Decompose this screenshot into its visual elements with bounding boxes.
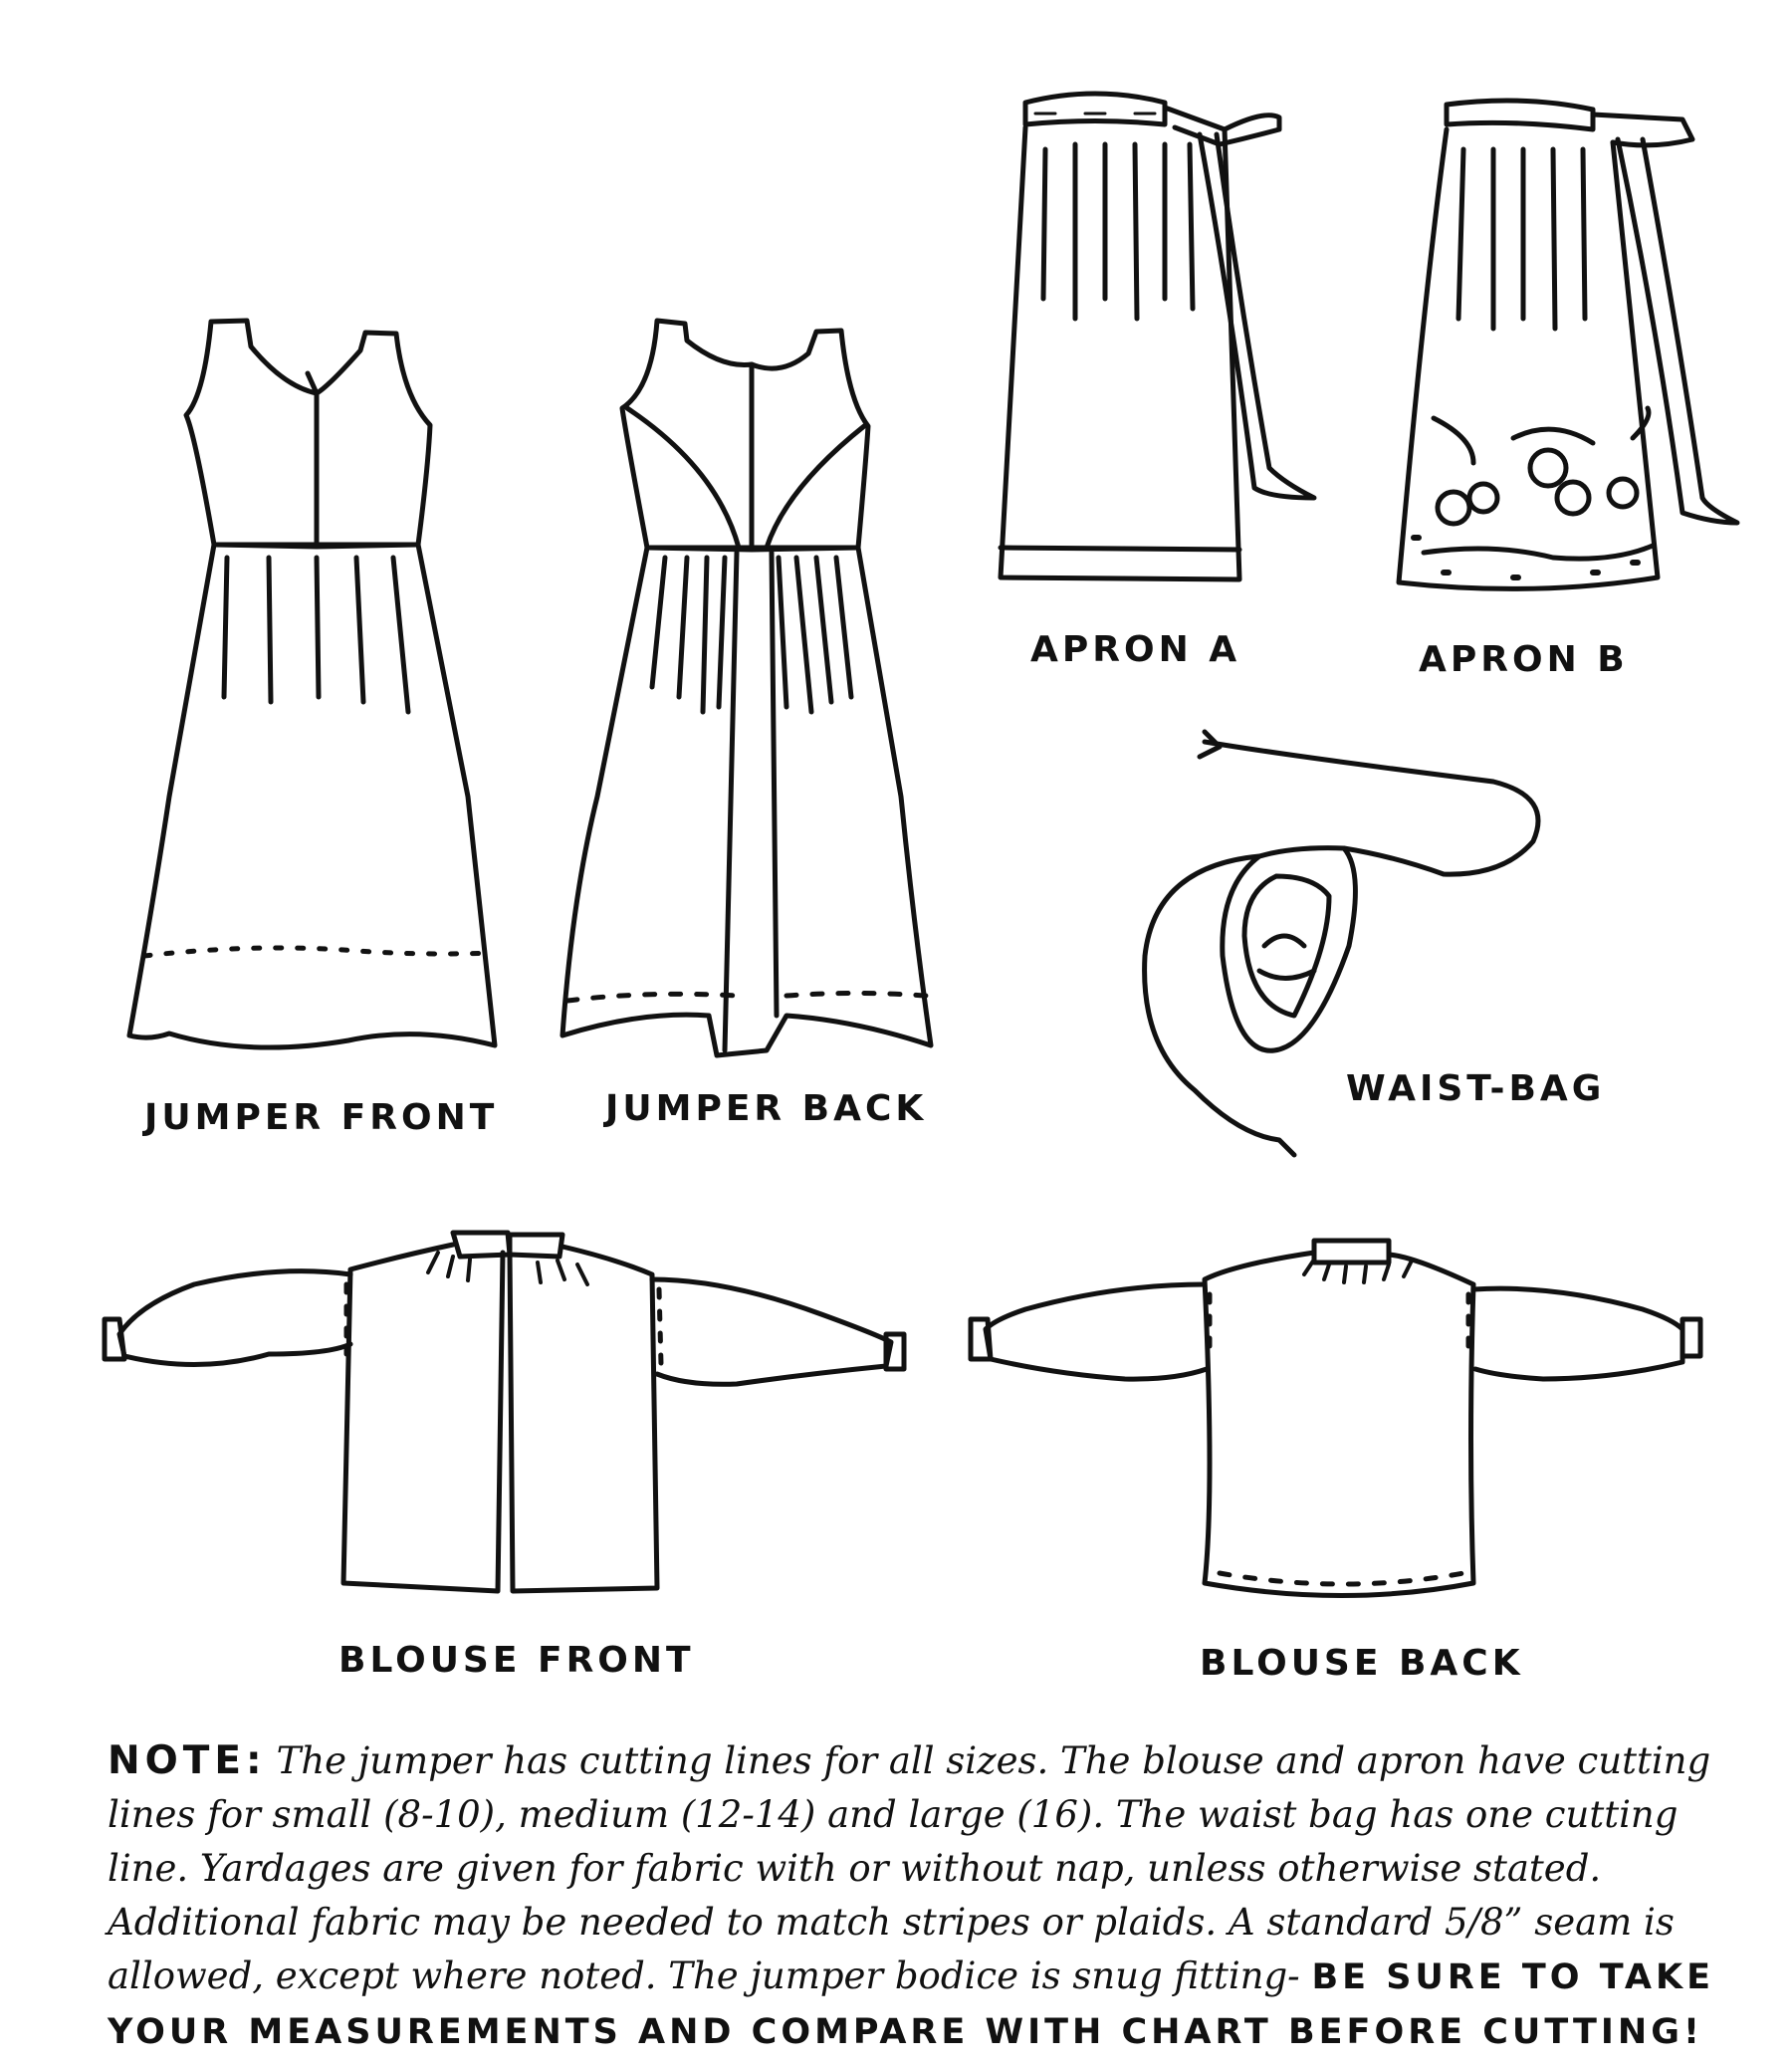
sizing-note [108, 1734, 1720, 2059]
waist-bag-label: WAIST-BAG [1346, 1068, 1606, 1109]
note-emphasis: BE SURE TO TAKE YOUR MEASUREMENTS AND COMPARE WITH CHART BEFORE CUTTING! [108, 1957, 1714, 2052]
note-heading: NOTE: [108, 1738, 267, 1783]
apron-a-label: APRON A [1030, 629, 1241, 670]
apron-b-illustration [1399, 101, 1737, 588]
blouse-back-label: BLOUSE BACK [1200, 1643, 1524, 1684]
blouse-front-label: BLOUSE FRONT [338, 1640, 695, 1681]
jumper-front-label: JUMPER FRONT [144, 1097, 499, 1138]
jumper-front-illustration [129, 321, 495, 1047]
apron-b-label: APRON B [1419, 639, 1629, 680]
jumper-back-label: JUMPER BACK [605, 1088, 928, 1129]
apron-a-illustration [1001, 94, 1314, 579]
blouse-front-illustration [105, 1233, 904, 1591]
jumper-back-illustration [562, 321, 931, 1055]
note-body: The jumper has cutting lines for all sizes. The blouse and apron have cutting lines for small (8-10), medium (12-14) and large (16). The waist bag has one cutting line. Yardages are given for fabric with or without nap, unless otherwise stated. Additional fabric may be needed to match stripes or plaids. A standard 5/8” seam is allowed, except where noted. The jumper bodice is snug fitting- [108, 1739, 1711, 1997]
blouse-back-illustration [971, 1241, 1700, 1596]
